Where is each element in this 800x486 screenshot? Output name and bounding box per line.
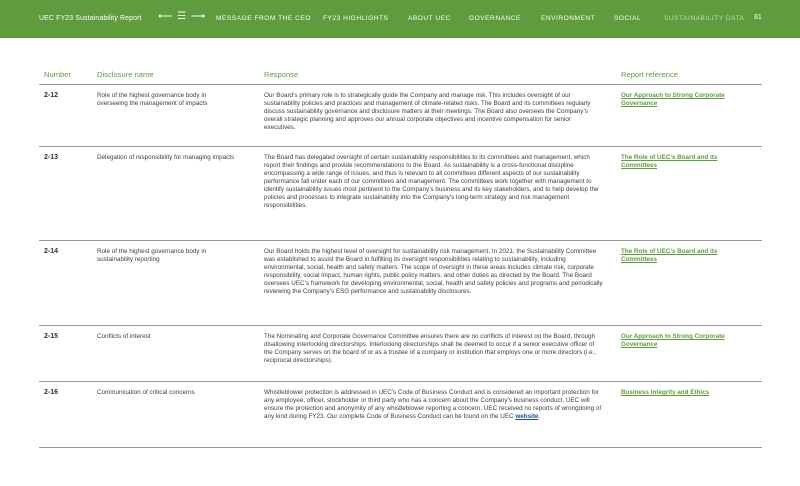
nav-item-governance[interactable]: GOVERNANCE <box>469 15 521 22</box>
nav-item-about-uec[interactable]: ABOUT UEC <box>408 15 451 22</box>
report-reference-link[interactable]: Business Integrity and Ethics <box>621 389 710 396</box>
disclosure-number: 2-13 <box>44 154 59 161</box>
column-header-disclosure: Disclosure name <box>97 70 154 79</box>
disclosure-name: Conflicts of interest <box>97 333 151 340</box>
table-row <box>39 241 762 326</box>
column-header-reference: Report reference <box>621 70 678 79</box>
response-text: Our Board’s primary role is to strategically guide the Company and manage risk. This includes oversight of our sustainability policies and practices and management of climate-related risks. The Board and its committees regularly discuss sustainability governance and disclosure matters at their meetings. The Board also oversees the Company’s overall strategic planning and approves our annual corporate objectives and incentive compensation for senior executives. <box>264 92 591 132</box>
disclosure-name: Role of the highest governance body in sustainability reporting <box>97 248 207 264</box>
nav-item-message-from-ceo[interactable]: MESSAGE FROM THE CEO <box>216 15 311 22</box>
nav-item-environment[interactable]: ENVIRONMENT <box>541 15 596 22</box>
response-text: The Nominating and Corporate Governance Committee ensures there are no conflicts of interest on the Board, through disallowing interlocking directorships. Interlocking directorships shall be deemed to occur if a senior executive officer of the Company serves on the board of or as a trustee of a company or institution that employs one or more directors (i.e., reciprocal directorships). <box>264 333 597 365</box>
report-title: UEC FY23 Sustainability Report <box>39 15 142 22</box>
report-reference-link[interactable]: Our Approach to Strong Corporate Governance <box>621 92 725 108</box>
table-row <box>39 382 762 448</box>
table-row <box>39 326 762 382</box>
top-navigation-bar <box>0 0 800 38</box>
table-row <box>39 85 762 147</box>
gri-disclosure-table <box>39 62 762 448</box>
disclosure-name: Communication of critical concerns <box>97 389 195 396</box>
response-text: The Board has delegated oversight of certain sustainability responsibilities to its committees and management, which report their findings and provide recommendations to the Board. As sustainability is a cross-functional discipline encompassing a wide range of issues, and thus is relevant to all committees different aspects of our sustainability performance fall under each of our committees and management. The committees work together with management to identify sustainability issues most pertinent to the Company’s business and its key stakeholders, and to help develop the policies and processes to integrate sustainability into the Company’s long-term strategy and risk management responsibilities. <box>264 154 599 210</box>
response-text: Whistleblower protection is addressed in UEC’s Code of Business Conduct and is considered an important protection for any employee, officer, stockholder or third party who has a concern about the Company’s business conduct. UEC will ensure the protection and anonymity of any whistleblower reporting a concern. UEC received no reports of wrongdoing of any kind during FY23. Our complete Code of Business Conduct can be found on the UEC <box>264 389 602 421</box>
disclosure-name: Delegation of responsibility for managing impacts <box>97 154 235 161</box>
disclosure-number: 2-15 <box>44 333 59 340</box>
response-text-block <box>264 389 604 421</box>
disclosure-number: 2-12 <box>44 92 59 99</box>
nav-item-social[interactable]: SOCIAL <box>614 15 642 22</box>
disclosure-name: Role of the highest governance body in overseeing the management of impacts <box>97 92 208 108</box>
report-reference-link[interactable]: Our Approach to Strong Corporate Governance <box>621 333 725 349</box>
report-reference-link[interactable]: The Role of UEC’s Board and its Committees <box>621 154 718 170</box>
nav-item-fy23-highlights[interactable]: FY23 HIGHLIGHTS <box>323 15 389 22</box>
nav-arrows-menu-icon[interactable]: ⟵ ☰ ⟶ <box>158 11 207 22</box>
column-header-number: Number <box>44 70 72 79</box>
nav-item-sustainability-data[interactable]: SUSTAINABILITY DATA <box>664 15 745 22</box>
report-reference-link[interactable]: The Role of UEC’s Board and its Committees <box>621 248 718 264</box>
column-header-response: Response <box>264 70 299 79</box>
disclosure-number: 2-16 <box>44 389 59 396</box>
response-end: . <box>538 413 541 421</box>
table-row <box>39 147 762 241</box>
disclosure-number: 2-14 <box>44 248 59 255</box>
table-header <box>39 62 762 85</box>
page-number: 81 <box>754 14 762 21</box>
website-link[interactable]: website <box>515 413 539 421</box>
response-text: Our Board holds the highest level of oversight for sustainability risk management. In 2021, the Sustainability Committee was established to assist the Board in fulfilling its oversight responsibilities relating to sustainability, including environmental, social, health and safety matters. The scope of oversight in these areas includes climate risk, corporate responsibility, social impact, human rights, public policy matters, and other duties as directed by the Board. The Board oversees UEC’s framework for developing environmental, social, health and safety policies and programs and periodically reviewing the Company’s ESG performance and sustainability disclosures. <box>264 248 603 296</box>
